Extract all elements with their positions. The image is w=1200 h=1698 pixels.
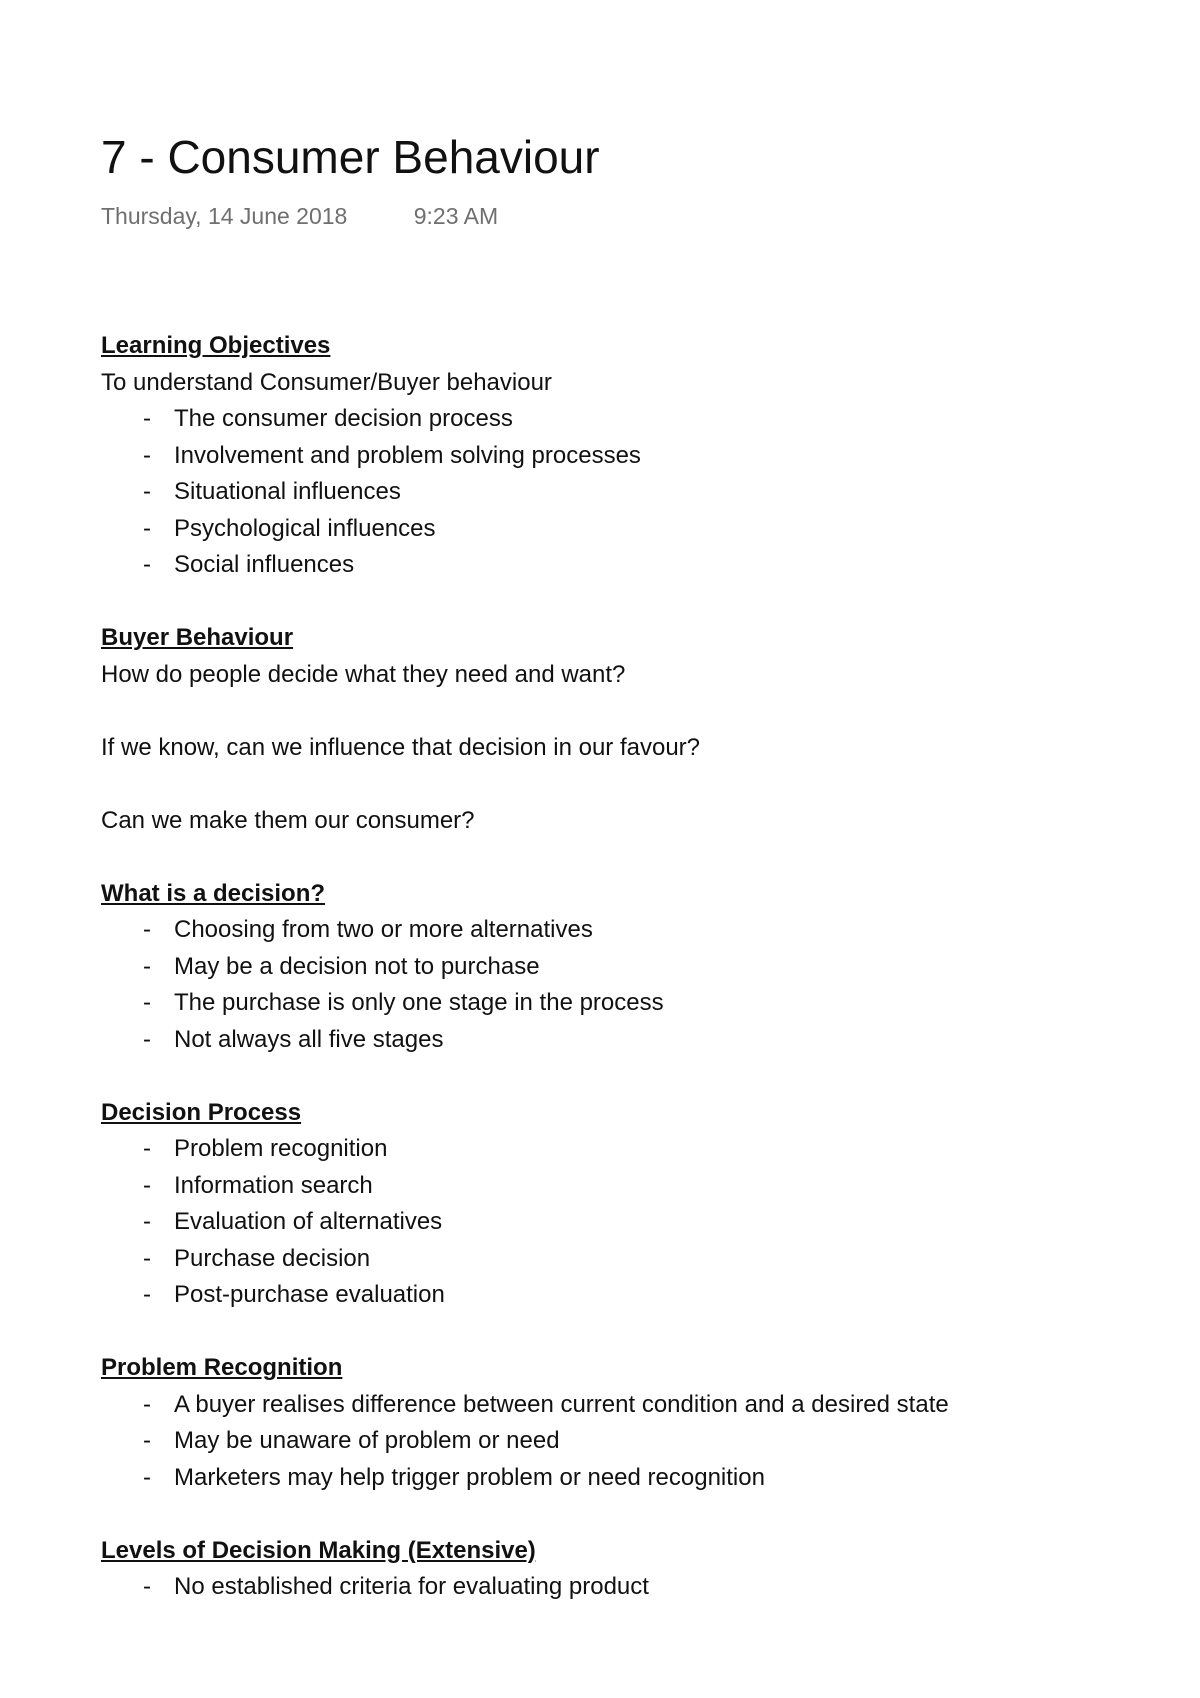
levels-decision-making-section: [101, 1533, 1121, 1600]
problem-recognition-section: [101, 1350, 1121, 1496]
bullet-list: [101, 1569, 1121, 1599]
buyer-behaviour-section: [101, 620, 1121, 839]
list-item-text: Psychological influences: [174, 514, 436, 542]
list-item-text: Choosing from two or more alternatives: [174, 916, 593, 943]
decision-process-section: [101, 1095, 1121, 1314]
dash-bullet-icon: -: [143, 441, 151, 469]
blank-line: [101, 693, 1121, 730]
list-item-text: Social influences: [174, 551, 355, 578]
section-heading: Decision Process: [101, 1098, 302, 1126]
list-item-text: A buyer realises difference between current condition and a desired state: [174, 1390, 949, 1418]
list-item: [101, 438, 1121, 475]
dash-bullet-icon: -: [143, 514, 151, 542]
list-item-text: Information search: [174, 1171, 373, 1199]
dash-bullet-icon: -: [143, 1427, 151, 1454]
dash-bullet-icon: -: [143, 405, 151, 432]
page-date: Thursday, 14 June 2018: [101, 203, 348, 229]
list-item: [101, 912, 1121, 949]
list-item-text: Post-purchase evaluation: [174, 1281, 445, 1308]
learning-objectives-section: [101, 328, 1121, 584]
list-item-text: Situational influences: [174, 478, 401, 505]
dash-bullet-icon: -: [143, 952, 151, 980]
dash-bullet-icon: -: [143, 1573, 151, 1599]
list-item: [101, 985, 1121, 1022]
dash-bullet-icon: -: [143, 1025, 151, 1053]
list-item: [101, 511, 1121, 548]
section-paragraph: How do people decide what they need and want?: [101, 660, 626, 688]
blank-line: [101, 766, 1121, 803]
list-item-text: Purchase decision: [174, 1244, 371, 1272]
list-item: [101, 1423, 1121, 1460]
what-is-decision-section: [101, 876, 1121, 1059]
list-item-text: No established criteria for evaluating product: [174, 1573, 649, 1599]
list-item-text: Problem recognition: [174, 1135, 388, 1162]
list-item: [101, 401, 1121, 438]
list-item-text: Evaluation of alternatives: [174, 1208, 443, 1235]
page-time: 9:23 AM: [413, 203, 499, 229]
dash-bullet-icon: -: [143, 989, 151, 1016]
section-heading: Buyer Behaviour: [101, 624, 294, 651]
list-item: [101, 1387, 1121, 1424]
dash-bullet-icon: -: [143, 551, 151, 578]
dash-bullet-icon: -: [143, 916, 151, 943]
dash-bullet-icon: -: [143, 1244, 151, 1272]
list-item-text: The purchase is only one stage in the process: [174, 989, 664, 1016]
dash-bullet-icon: -: [143, 1463, 151, 1491]
section-paragraph: Can we make them our consumer?: [101, 806, 475, 834]
section-heading: Levels of Decision Making (Extensive): [101, 1536, 536, 1564]
bullet-list: [101, 912, 1121, 1058]
section-heading: Problem Recognition: [101, 1354, 343, 1381]
list-item-text: Marketers may help trigger problem or need recognition: [174, 1463, 765, 1491]
list-item-text: May be unaware of problem or need: [174, 1427, 560, 1454]
list-item-text: May be a decision not to purchase: [174, 952, 540, 980]
dash-bullet-icon: -: [143, 1171, 151, 1199]
bullet-list: [101, 401, 1121, 584]
dash-bullet-icon: -: [143, 478, 151, 505]
bullet-list: [101, 1131, 1121, 1314]
list-item: [101, 1241, 1121, 1278]
dash-bullet-icon: -: [143, 1135, 151, 1162]
list-item: [101, 1131, 1121, 1168]
section-paragraph: If we know, can we influence that decision in our favour?: [101, 733, 701, 761]
list-item-text: Not always all five stages: [174, 1025, 444, 1053]
list-item: [101, 1204, 1121, 1241]
list-item: [101, 1277, 1121, 1314]
dash-bullet-icon: -: [143, 1390, 151, 1418]
list-item-text: Involvement and problem solving processes: [174, 441, 641, 469]
section-heading: Learning Objectives: [101, 332, 331, 359]
list-item: [101, 547, 1121, 584]
page-title: 7 - Consumer Behaviour: [101, 131, 600, 183]
list-item: [101, 949, 1121, 986]
list-item: [101, 474, 1121, 511]
bullet-list: [101, 1387, 1121, 1497]
dash-bullet-icon: -: [143, 1281, 151, 1308]
page-timestamp: [101, 205, 498, 228]
list-item: [101, 1168, 1121, 1205]
dash-bullet-icon: -: [143, 1208, 151, 1235]
list-item-text: The consumer decision process: [174, 405, 513, 432]
note-content: [101, 328, 1121, 1636]
list-item: [101, 1569, 1121, 1599]
list-item: [101, 1022, 1121, 1059]
list-item: [101, 1460, 1121, 1497]
section-paragraph: To understand Consumer/Buyer behaviour: [101, 368, 552, 396]
section-heading: What is a decision?: [101, 879, 326, 907]
